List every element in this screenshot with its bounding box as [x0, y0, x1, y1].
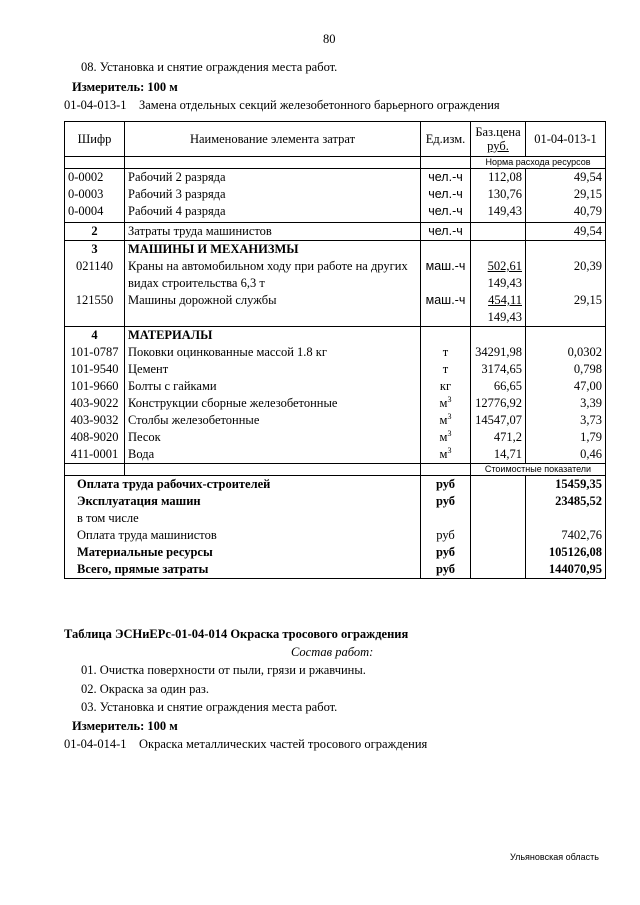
row-code: 0-0003 — [65, 186, 125, 203]
row-code: 101-9660 — [65, 378, 125, 395]
table-row — [65, 429, 606, 446]
cost-unit: руб — [421, 493, 471, 510]
row-unit: чел.-ч — [421, 169, 471, 187]
header-price-line1: Баз.цена — [475, 125, 521, 139]
row-name: Затраты труда машинистов — [125, 223, 421, 241]
row-norm: 47,00 — [526, 378, 606, 395]
cost-value: 144070,95 — [526, 561, 606, 579]
row-code: 0-0004 — [65, 203, 125, 223]
row-name-line2: видах строительства 6,3 т — [128, 276, 265, 290]
row-norm: 1,79 — [526, 429, 606, 446]
row-name: Конструкции сборные железобетонные — [125, 395, 421, 412]
table-row — [65, 344, 606, 361]
table-row — [65, 186, 606, 203]
table-row — [65, 395, 606, 412]
row-name: Рабочий 2 разряда — [125, 169, 421, 187]
cost-name: Материальные ресурсы — [65, 544, 421, 561]
cost-spacer — [471, 527, 526, 544]
row-norm: 49,54 — [526, 223, 606, 241]
cost-name: Эксплуатация машин — [65, 493, 421, 510]
row-unit — [421, 412, 471, 429]
cost-value: 105126,08 — [526, 544, 606, 561]
row-code: 403-9032 — [65, 412, 125, 429]
row-code: 021140 — [65, 258, 125, 292]
cost-row — [65, 476, 606, 494]
row-unit — [421, 395, 471, 412]
cost-row — [65, 493, 606, 510]
cost-spacer — [471, 561, 526, 579]
section-code: 4 — [65, 327, 125, 345]
header-code: Шифр — [65, 122, 125, 157]
band-spacer — [125, 464, 421, 476]
header-unit: Ед.изм. — [421, 122, 471, 157]
row-norm: 0,46 — [526, 446, 606, 464]
row-unit — [421, 327, 471, 345]
row-price: 471,2 — [471, 429, 526, 446]
row-norm: 29,15 — [526, 186, 606, 203]
cost-spacer — [471, 493, 526, 510]
row-name: Столбы железобетонные — [125, 412, 421, 429]
header-name: Наименование элемента затрат — [125, 122, 421, 157]
row-norm — [526, 241, 606, 259]
row-price: 12776,92 — [471, 395, 526, 412]
table-row — [65, 169, 606, 187]
cost-name: Оплата труда рабочих-строителей — [65, 476, 421, 494]
row-unit — [421, 378, 471, 395]
next-step-1: 01. Очистка поверхности от пыли, грязи и ржавчины. — [81, 663, 366, 677]
cost-spacer — [471, 476, 526, 494]
row-code: 411-0001 — [65, 446, 125, 464]
row-code: 2 — [65, 223, 125, 241]
band-spacer — [421, 464, 471, 476]
cost-row — [65, 561, 606, 579]
table-row — [65, 203, 606, 223]
price-numerator: 454,11 — [488, 293, 522, 307]
row-name: Цемент — [125, 361, 421, 378]
cost-value: 7402,76 — [526, 527, 606, 544]
next-work-item-title: 01-04-014-1 Окраска металлических частей тросового ограждения — [64, 737, 428, 751]
unit-text: м — [439, 430, 448, 444]
cost-unit: руб — [421, 476, 471, 494]
row-norm — [526, 327, 606, 345]
row-code: 101-9540 — [65, 361, 125, 378]
price-denominator: 149,43 — [487, 276, 522, 290]
row-name — [125, 292, 421, 327]
row-unit: маш.-ч — [421, 292, 471, 327]
row-name: Рабочий 3 разряда — [125, 186, 421, 203]
table-row — [65, 223, 606, 241]
work-item-title: 01-04-013-1 Замена отдельных секций железобетонного барьерного ограждения — [64, 98, 500, 112]
next-step-3: 03. Установка и снятие ограждения места работ. — [81, 700, 338, 714]
band-spacer — [65, 464, 125, 476]
cost-row — [65, 544, 606, 561]
band-row — [65, 464, 606, 476]
unit-superscript: 3 — [447, 395, 452, 404]
row-price — [471, 327, 526, 345]
row-price: 14547,07 — [471, 412, 526, 429]
row-norm: 20,39 — [526, 258, 606, 292]
table-row — [65, 378, 606, 395]
row-name: Вода — [125, 446, 421, 464]
cost-value: 23485,52 — [526, 493, 606, 510]
table-header-row — [65, 122, 606, 157]
row-norm: 0,0302 — [526, 344, 606, 361]
row-price: 34291,98 — [471, 344, 526, 361]
row-norm: 0,798 — [526, 361, 606, 378]
cost-unit: руб — [421, 544, 471, 561]
header-norm: 01-04-013-1 — [526, 122, 606, 157]
next-step-2: 02. Окраска за один раз. — [81, 682, 209, 696]
row-price: 14,71 — [471, 446, 526, 464]
row-name: Песок — [125, 429, 421, 446]
cost-unit: руб — [421, 527, 471, 544]
row-unit: чел.-ч — [421, 186, 471, 203]
band-cost-label: Стоимостные показатели — [471, 464, 606, 476]
cost-name: Всего, прямые затраты — [65, 561, 421, 579]
row-name — [125, 258, 421, 292]
unit-text: т — [442, 362, 449, 376]
row-price — [471, 223, 526, 241]
footer-region: Ульяновская область — [510, 852, 599, 862]
row-price: 149,43 — [471, 203, 526, 223]
cost-spacer — [471, 510, 526, 527]
cost-name: в том числе — [65, 510, 421, 527]
row-code: 101-0787 — [65, 344, 125, 361]
unit-text: м — [439, 396, 448, 410]
unit-superscript: 3 — [447, 446, 452, 455]
unit-text: т — [442, 345, 449, 359]
row-code: 0-0002 — [65, 169, 125, 187]
resource-table — [64, 121, 606, 579]
header-price-line2: руб. — [487, 139, 509, 153]
page-number: 80 — [323, 32, 336, 46]
meter-label: Измеритель: 100 м — [72, 80, 178, 94]
cost-row — [65, 527, 606, 544]
row-code: 408-9020 — [65, 429, 125, 446]
next-meter-label: Измеритель: 100 м — [72, 719, 178, 733]
unit-superscript: 3 — [447, 429, 452, 438]
header-price — [471, 122, 526, 157]
cost-row — [65, 510, 606, 527]
row-unit — [421, 446, 471, 464]
band-spacer — [65, 157, 125, 169]
row-code: 121550 — [65, 292, 125, 327]
band-norm-label: Норма расхода ресурсов — [471, 157, 606, 169]
cost-spacer — [471, 544, 526, 561]
table-row — [65, 361, 606, 378]
section-title: МАШИНЫ И МЕХАНИЗМЫ — [125, 241, 421, 259]
band-spacer — [421, 157, 471, 169]
cost-value: 15459,35 — [526, 476, 606, 494]
table-row — [65, 412, 606, 429]
row-norm: 3,39 — [526, 395, 606, 412]
unit-text: м — [439, 447, 448, 461]
row-unit: маш.-ч — [421, 258, 471, 292]
row-unit: чел.-ч — [421, 203, 471, 223]
row-code: 403-9022 — [65, 395, 125, 412]
cost-unit: руб — [421, 561, 471, 579]
unit-text: кг — [439, 379, 452, 393]
unit-text: м — [439, 413, 448, 427]
section-row — [65, 241, 606, 259]
row-unit — [421, 361, 471, 378]
row-unit: чел.-ч — [421, 223, 471, 241]
band-row — [65, 157, 606, 169]
price-numerator: 502,61 — [487, 259, 522, 273]
row-price: 3174,65 — [471, 361, 526, 378]
row-name-line1: Краны на автомобильном ходу при работе на других — [128, 259, 408, 273]
section-code: 3 — [65, 241, 125, 259]
band-spacer — [125, 157, 421, 169]
row-price: 112,08 — [471, 169, 526, 187]
table-row — [65, 258, 606, 292]
table-row — [65, 292, 606, 327]
row-unit — [421, 429, 471, 446]
cost-unit — [421, 510, 471, 527]
cost-value — [526, 510, 606, 527]
row-price — [471, 241, 526, 259]
row-unit — [421, 241, 471, 259]
row-norm: 3,73 — [526, 412, 606, 429]
row-price: 130,76 — [471, 186, 526, 203]
row-norm: 29,15 — [526, 292, 606, 327]
row-unit — [421, 344, 471, 361]
price-denominator: 149,43 — [487, 310, 522, 324]
row-name-line1: Машины дорожной службы — [128, 293, 277, 307]
cost-name: Оплата труда машинистов — [65, 527, 421, 544]
row-price — [471, 258, 526, 292]
row-name: Рабочий 4 разряда — [125, 203, 421, 223]
section-row — [65, 327, 606, 345]
row-name: Болты с гайками — [125, 378, 421, 395]
row-norm: 49,54 — [526, 169, 606, 187]
work-step: 08. Установка и снятие ограждения места работ. — [81, 60, 338, 74]
unit-superscript: 3 — [447, 412, 452, 421]
row-price: 66,65 — [471, 378, 526, 395]
row-norm: 40,79 — [526, 203, 606, 223]
row-name: Поковки оцинкованные массой 1.8 кг — [125, 344, 421, 361]
section-title: МАТЕРИАЛЫ — [125, 327, 421, 345]
table-row — [65, 446, 606, 464]
next-table-title: Таблица ЭСНиЕРс-01-04-014 Окраска тросового ограждения — [64, 627, 409, 641]
composition-label: Состав работ: — [291, 645, 374, 659]
row-price — [471, 292, 526, 327]
